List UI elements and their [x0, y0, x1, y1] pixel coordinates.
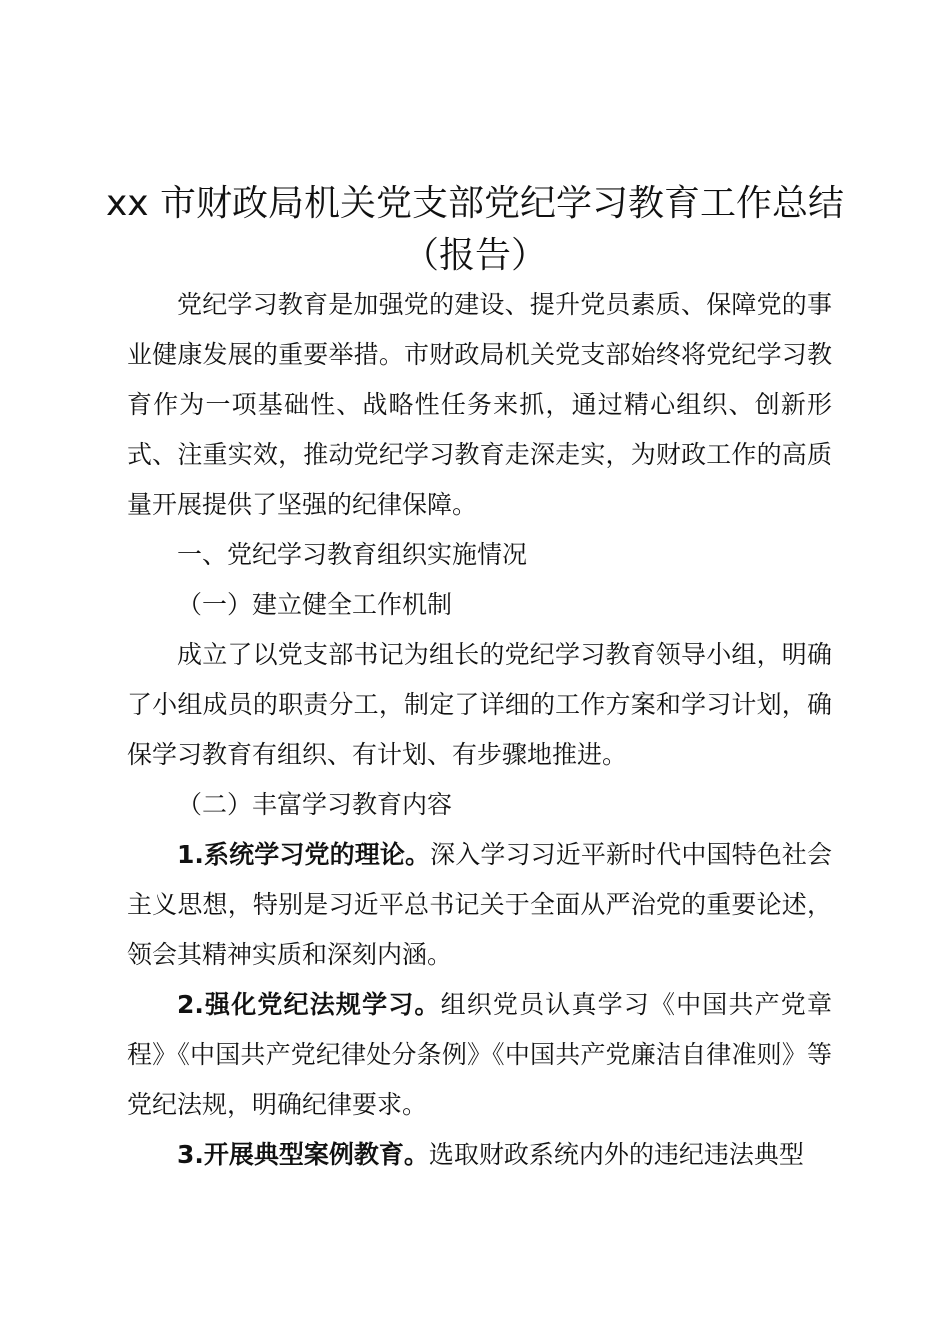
body-paragraph: 成立了以党支部书记为组长的党纪学习教育领导小组，明确了小组成员的职责分工，制定了详细的工作方案和学习计划，确保学习教育有组织、有计划、有步骤地推进。	[127, 640, 832, 769]
list-item	[127, 830, 832, 980]
subsection-heading: （二）丰富学习教育内容	[177, 790, 453, 819]
document-title: xx 市财政局机关党支部党纪学习教育工作总结（报告）	[105, 183, 845, 276]
item-text: 选取财政系统内外的违纪违法典型	[428, 1140, 804, 1169]
section-heading: 一、党纪学习教育组织实施情况	[177, 540, 528, 569]
document-body	[127, 280, 832, 1180]
item-text: 组织党员认真学习《中国共产党章程》《中国共产党纪律处分条例》《中国共产党廉洁自律准则》等党纪法规，明确纪律要求。	[127, 990, 832, 1119]
item-text: 深入学习习近平新时代中国特色社会主义思想，特别是习近平总书记关于全面从严治党的重要论述，领会其精神实质和深刻内涵。	[127, 840, 832, 969]
item-lead: 1.系统学习党的理论。	[177, 840, 431, 869]
intro-paragraph: 党纪学习教育是加强党的建设、提升党员素质、保障党的事业健康发展的重要举措。市财政局机关党支部始终将党纪学习教育作为一项基础性、战略性任务来抓，通过精心组织、创新形式、注重实效，推动党纪学习教育走深走实，为财政工作的高质量开展提供了坚强的纪律保障。	[127, 290, 832, 519]
item-lead: 2.强化党纪法规学习。	[177, 990, 441, 1019]
subsection-heading: （一）建立健全工作机制	[177, 590, 453, 619]
list-item	[127, 1130, 832, 1180]
list-item	[127, 980, 832, 1130]
item-lead: 3.开展典型案例教育。	[177, 1140, 429, 1169]
